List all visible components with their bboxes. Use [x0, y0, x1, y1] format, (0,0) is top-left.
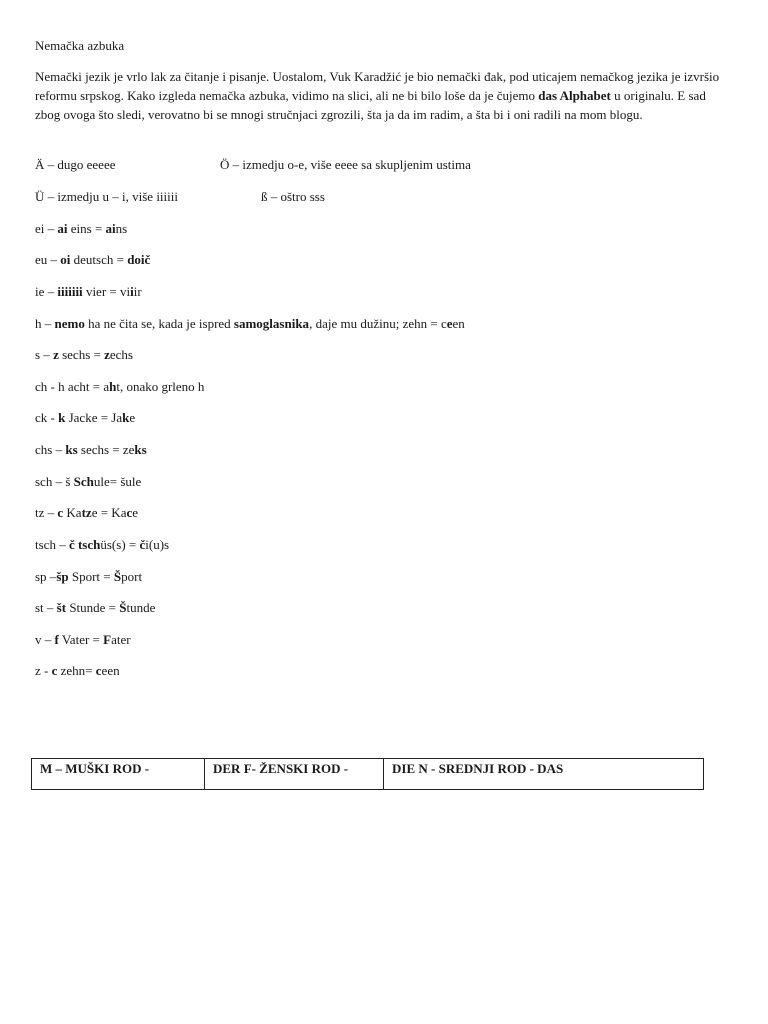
umlaut-o-line: Ö – izmedju o-e, više eeee sa skupljenim ustima	[220, 157, 471, 172]
rule-chs: chs – ks sechs = zeks	[35, 442, 147, 457]
rule-ie: ie – iiiiiii vier = viiir	[35, 284, 142, 299]
rule-v: v – f Vater = Fater	[35, 632, 131, 647]
masculine-cell: M – MUŠKI ROD -	[32, 759, 205, 790]
rule-h: h – nemo ha ne čita se, kada je ispred samoglasnika, daje mu dužinu; zehn = ceen	[35, 316, 465, 331]
neuter-cell: DIE N - SREDNJI ROD - DAS	[384, 759, 704, 790]
rule-eu: eu – oi deutsch = doič	[35, 252, 151, 267]
rule-ch: ch - h acht = aht, onako grleno h	[35, 379, 205, 394]
umlaut-a-line: Ä – dugo eeeee	[35, 157, 116, 172]
rule-ei: ei – ai eins = ains	[35, 221, 128, 236]
umlaut-u-line: Ü – izmedju u – i, više iiiiii	[35, 189, 178, 204]
rule-sp: sp –šp Sport = Šport	[35, 569, 143, 584]
rule-st: st – št Stunde = Štunde	[35, 600, 156, 615]
intro-text-2: u originalu. E sad zbog ovoga što sledi, verovatno bi se mnogi stručnjaci zgrozili, šta ja da im radim, a šta bi i oni radili na mom blogu.	[35, 88, 706, 122]
rule-s: s – z sechs = zechs	[35, 347, 133, 362]
rule-tsch: tsch – č tschüs(s) = či(u)s	[35, 537, 170, 552]
rule-ck: ck - k Jacke = Jake	[35, 410, 136, 425]
gender-table	[31, 758, 704, 790]
rule-z: z - c zehn= ceen	[35, 663, 120, 678]
rule-tz: tz – c Katze = Kace	[35, 505, 139, 520]
feminine-cell: DER F- ŽENSKI ROD -	[205, 759, 384, 790]
eszett-line: ß – oštro sss	[261, 189, 325, 204]
document-title: Nemačka azbuka	[35, 38, 125, 53]
rule-sch: sch – š Schule= šule	[35, 474, 142, 489]
intro-bold-term: das Alphabet	[538, 88, 611, 103]
intro-paragraph	[35, 67, 725, 124]
table-row	[32, 759, 704, 790]
intro-text-1: Nemački jezik je vrlo lak za čitanje i pisanje. Uostalom, Vuk Karadžić je bio nemački đak, pod uticajem nemačkog jezika je izvršio reformu srpskog. Kako izgleda nemačka azbuka, vidimo na slici, ali ne bi bilo loše da je čujemo	[35, 69, 720, 103]
